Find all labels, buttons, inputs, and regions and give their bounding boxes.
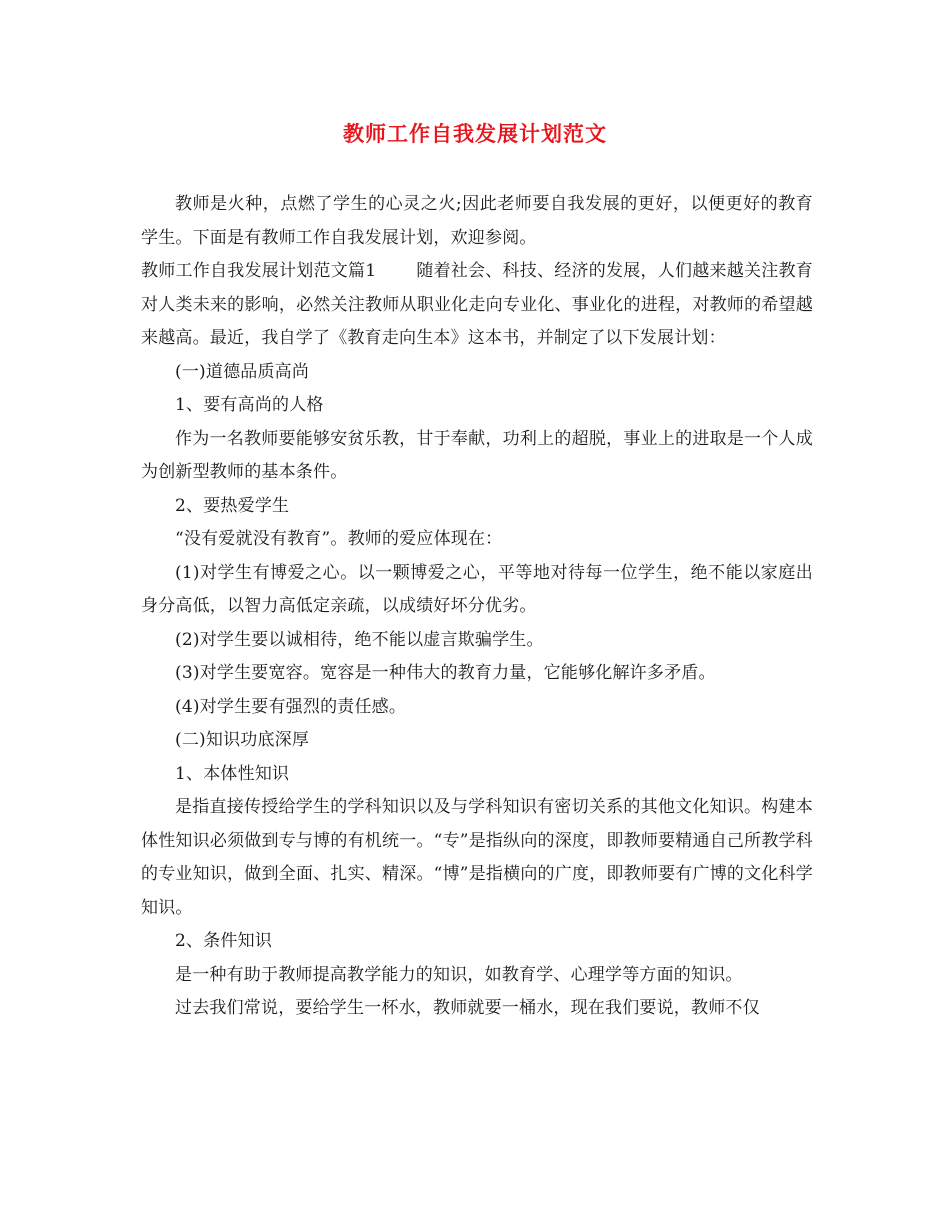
paragraph: (二)知识功底深厚 bbox=[175, 730, 310, 750]
paragraph: 1、要有高尚的人格 bbox=[175, 395, 324, 415]
paragraph: 2、要热爱学生 bbox=[175, 495, 290, 516]
paragraph: 1、本体性知识 bbox=[175, 763, 290, 784]
document-body bbox=[141, 188, 813, 1026]
paragraph: 2、条件知识 bbox=[175, 931, 273, 951]
paragraph: (4)对学生要有强烈的责任感。 bbox=[175, 696, 407, 717]
paragraph: 是一种有助于教师提高教学能力的知识，如教育学、心理学等方面的知识。 bbox=[175, 964, 743, 985]
paragraph: 教师是火种，点燃了学生的心灵之火;因此老师要自我发展的更好，以便更好的教育学生。下面是有教师工作自我发展计划，欢迎参阅。 bbox=[141, 194, 813, 248]
paragraph: 是指直接传授给学生的学科知识以及与学科知识有密切关系的其他文化知识。构建本体性知识必须做到专与博的有机统一。“专”是指纵向的深度，即教师要精通自己所教学科的专业知识，做到全面、扎实、精深。“博”是指横向的广度，即教师要有广博的文化科学知识。 bbox=[141, 797, 813, 918]
paragraph: (3)对学生要宽容。宽容是一种伟大的教育力量，它能够化解许多矛盾。 bbox=[175, 663, 716, 683]
document-title: 教师工作自我发展计划范文 bbox=[343, 121, 607, 146]
paragraph: 过去我们常说，要给学生一杯水，教师就要一桶水，现在我们要说，教师不仅 bbox=[175, 998, 760, 1018]
paragraph: (一)道德品质高尚 bbox=[175, 361, 310, 382]
section-heading: 教师工作自我发展计划范文篇1 bbox=[141, 261, 377, 281]
paragraph: (1)对学生有博爱之心。以一颗博爱之心，平等地对待每一位学生，绝不能以家庭出身分高低，以智力高低定亲疏，以成绩好坏分优劣。 bbox=[141, 562, 813, 616]
paragraph-text: 随着社会、科技、经济的发展，人们越来越关注教育对人类未来的影响，必然关注教师从职业化走向专业化、事业化的进程，对教师的希望越来越高。最近，我自学了《教育走向生本》这本书，并制定了以下发展计划： bbox=[141, 261, 813, 348]
paragraph: “没有爱就没有教育”。教师的爱应体现在： bbox=[175, 529, 503, 549]
paragraph bbox=[141, 255, 813, 356]
paragraph: (2)对学生要以诚相待，绝不能以虚言欺骗学生。 bbox=[175, 629, 544, 650]
paragraph: 作为一名教师要能够安贫乐教，甘于奉献，功利上的超脱，事业上的进取是一个人成为创新型教师的基本条件。 bbox=[141, 428, 813, 482]
